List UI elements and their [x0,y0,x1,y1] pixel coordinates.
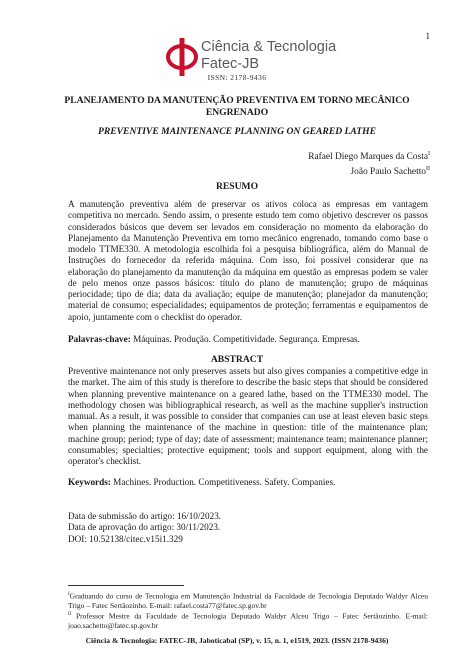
abstract-heading: ABSTRACT [210,354,264,365]
abstract-text: Preventive maintenance not only preserves assets but also gives companies a competitive edge in the market. The aim of this study is therefore to describe the basic steps that should be considered when planning preventive maintenance on a geared lathe, based on the TTME330 model. The methodology chosen was bibliographical research, as well as the machine supplier's instruction manual. As a result, it was possible to consider that companies can use at least eleven basic steps when planning the maintenance of the machine in question: title of the maintenance plan; machine group; period; type of day; date of assessment; maintenance team; maintenance planner; consumables; specialties; protective equipment; tools and support equipment, along with the operator's checklist. [68,366,428,466]
journal-name-line1: Ciência & Tecnologia [201,39,337,55]
footnote-1-mark: I [68,592,70,597]
footnote-2-mark: II [68,612,72,618]
palavras-chave-list: Máquinas. Produção. Competitividade. Segurança. Empresas. [133,334,360,344]
keywords-label: Keywords: [68,477,111,487]
keywords [68,477,428,488]
footnote-1 [68,590,428,610]
resumo-heading: RESUMO [215,181,259,192]
palavras-chave [68,334,428,345]
footnote-1-text: Graduando do curso de Tecnologia em Manutenção Industrial da Faculdade de Tecnologia Deputado Waldyr Alceu Trigo – Fatec Sertãozinho. E-mail: rafael.costa77@fatec.sp.gov.br [68,591,428,610]
doi: DOI: 10.52138/citec.v15i1.329 [68,533,183,544]
author-2-mark: II [426,166,430,173]
keywords-list: Machines. Production. Competitiveness. Safety. Companies. [113,477,336,487]
submission-date: Data de submissão do artigo: 16/10/2023. [68,511,222,521]
footnote-2 [68,610,428,630]
article-dates [68,511,221,545]
footnote-2-text: Professor Mestre da Faculdade de Tecnologia Deputado Waldyr Alceu Trigo – Fatec Sertãozinho. E-mail: joao.sachetto@fatec.sp.gov.br [68,611,428,630]
footnotes [68,590,428,630]
author-2 [308,163,430,178]
author-1-mark: I [428,151,430,157]
page-number: 1 [425,31,430,41]
footnote-rule [68,585,184,586]
author-2-name: João Paulo Sachetto [350,167,426,178]
journal-name-line2: Fatec-JB [201,56,260,72]
author-1 [308,148,430,163]
palavras-chave-label: Palavras-chave: [68,334,131,344]
journal-footer: Ciência & Tecnologia: FATEC-JB, Jaboticabal (SP), v. 15, n. 1, e1519, 2023. (ISSN 2178-9436) [85,636,389,645]
article-title-pt: PLANEJAMENTO DA MANUTENÇÃO PREVENTIVA EM TORNO MECÂNICO ENGRENADO [64,95,410,118]
phi-logo-icon [165,36,199,78]
resumo-text: A manutenção preventiva além de preservar os ativos coloca as empresas em vantagem competitiva no mercado. Sendo assim, o presente estudo tem como objetivo descrever os passos considerados básicos que devem ser levados em consideração no momento da elaboração do Planejamento da Manutenção Preventiva em torno mecânico engrenado, tomando como base o modelo TTME330. A metodologia escolhida foi a pesquisa bibliográfica, além do Manual de Instruções do fornecedor da referida máquina. Com isso, foi possível considerar que na elaboração do planejamento da manutenção da máquina em questão as empresas podem se valer de pelo menos onze passos básicos: título do plano de manutenção; grupo de máquinas periocidade; tipo de dia; data da avaliação; equipe de manutenção; planejador da manutenção; material de consumo; especialidades; equipamentos de proteção; ferramentas e equipamentos de apoio, juntamente com o checklist do operador. [68,199,428,322]
author-list [308,148,430,178]
issn: ISSN: 2178-9436 [207,73,267,82]
article-title-en: PREVENTIVE MAINTENANCE PLANNING ON GEARED LATHE [98,126,376,137]
author-1-name: Rafael Diego Marques da Costa [308,152,428,163]
approval-date: Data de aprovação do artigo: 30/11/2023. [68,522,221,533]
